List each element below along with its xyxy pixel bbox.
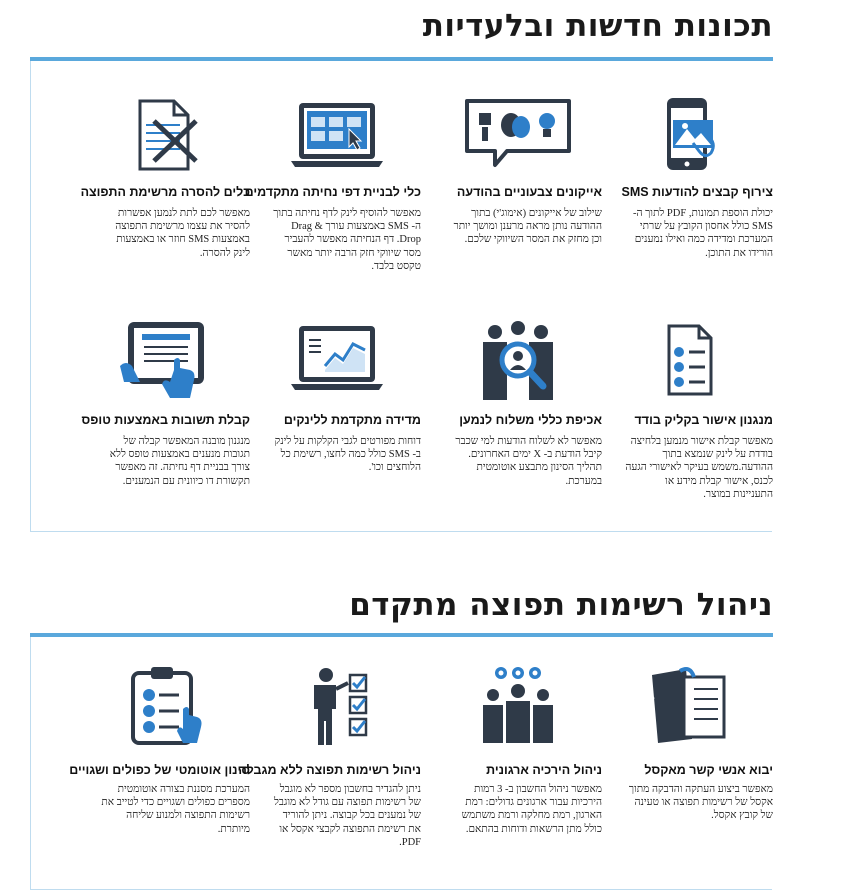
person-checklist-icon (253, 665, 421, 745)
tablet-form-icon (82, 320, 250, 400)
checklist-document-icon (605, 320, 773, 400)
document-remove-icon (82, 95, 250, 175)
feature-title: מדידה מתקדמת ללינקים (283, 413, 421, 427)
audience-search-icon (434, 320, 602, 400)
feature-title: צירוף קבצים להודעות SMS (621, 185, 773, 199)
feature-title: ניהול רשימות תפוצה ללא מגבלה (238, 763, 421, 777)
laptop-analytics-icon (253, 320, 421, 400)
feature-title: סינון אוטומטי של כפולים ושגויים (69, 763, 250, 777)
section-title: ניהול רשימות תפוצה מתקדם (349, 587, 773, 623)
clipboard-filter-icon (82, 665, 250, 745)
section-new-features (30, 0, 773, 535)
feature-description: יכולת הוספת תמונות, PDF לתוך ה- SMS כולל אחסון הקובץ על שרתי המערכת ומדידה כמה ואילו נמענים הורידו את התוכן. (632, 208, 773, 259)
feature-title: כלי לבניית דפי נחיתה מתקדמים (244, 185, 421, 199)
feature-title: אייקונים צבעוניים בהודעה (456, 185, 602, 199)
feature-description: מאפשר ניהול החשבון ב- 3 רמות הירכיות עבור ארגונים גדולים: רמת הארגון, רמת מחלקה ורמת משתמש כולל מתן הרשאות ודוחות בהתאם. (461, 784, 602, 835)
feature-description: מאפשר להוסיף לינק לדף נחיתה בתוך ה- SMS באמצעות עורך Drag & Drop. דף הנחיתה מאפשר להעביר מסר שיווקי חזק הרבה יותר מאשר טקסט בלבד. (273, 208, 421, 272)
feature-title: מנגנון אישור בקליק בודד (634, 413, 773, 427)
excel-import-icon (605, 665, 773, 745)
feature-description: מאפשר לכם לתת לנמען אפשרות להסיר את עצמו מרשימת התפוצה באמצעות SMS חוזר או באמצעות לינק להסרה. (115, 208, 250, 259)
feature-title: יבוא אנשי קשר מאקסל (644, 763, 773, 777)
mobile-image-attachment-icon (605, 95, 773, 175)
team-hierarchy-icon (434, 665, 602, 745)
feature-description: דוחות מפורטים לגבי הקלקות על לינק ב- SMS כולל כמה לחצו, רשימת כל הלוחצים וכו'. (274, 436, 421, 474)
feature-description: מאפשר ביצוע העתקה והדבקה מתוך אקסל של רשימות תפוצה או טעינה של קובץ אקסל. (628, 784, 773, 822)
feature-description: שילוב של אייקונים (אימוג'י) בתוך ההודעה נותן מראה מרענן ומושך יותר וכן מחזק את המסר השיווקי שלכם. (453, 208, 602, 246)
section-advanced-lists (30, 585, 773, 892)
feature-title: כלים להסרה מרשימת התפוצה (80, 185, 250, 199)
feature-title: ניהול הירכיה ארגונית (486, 763, 602, 777)
section-title: תכונות חדשות ובלעדיות (422, 8, 773, 44)
feature-description: מאפשר קבלת אישור מנמען בלחיצה בודדת על לינק שנמצא בתוך ההודעה.משמש בעיקר לאישורי הגעה לכנס, אישור קבלת מידע או התעניינות במוצר. (625, 436, 773, 500)
feature-description: המערכת מסננת בצורה אוטומטית מספרים כפולים ושגויים כדי לטייב את רשימות התפוצה ולמנוע שליחה מיותרת. (101, 784, 250, 835)
feature-description: מאפשר לא לשלוח הודעות למי שכבר קיבל הודעת ב- X ימים האחרונים. תהליך הסינון מתבצע אוטומטית במערכת. (455, 436, 602, 487)
feature-description: מנגנון מובנה המאפשר קבלה של תגובות מנענים באמצעות טופס ללא צורך בבניית דף נחיתה. זה מאפשר תקשורת דו כיוונית עם הנמענים. (109, 436, 250, 487)
feature-description: ניתן להגדיר בחשבון מספר לא מוגבל של רשימות תפוצה עם גודל לא מוגבל של נמענים בכל קבוצה. ניתן להוריד את רשימת התפוצה לקבצי אקסל או PDF. (273, 784, 421, 848)
speech-bubble-emoji-icon (434, 95, 602, 175)
landing-page-builder-icon (253, 95, 421, 175)
feature-title: קבלת תשובות באמצעות טופס (81, 413, 250, 427)
feature-title: אכיפת כללי משלוח לנמען (459, 413, 602, 427)
svg-text:X: X (625, 691, 656, 737)
